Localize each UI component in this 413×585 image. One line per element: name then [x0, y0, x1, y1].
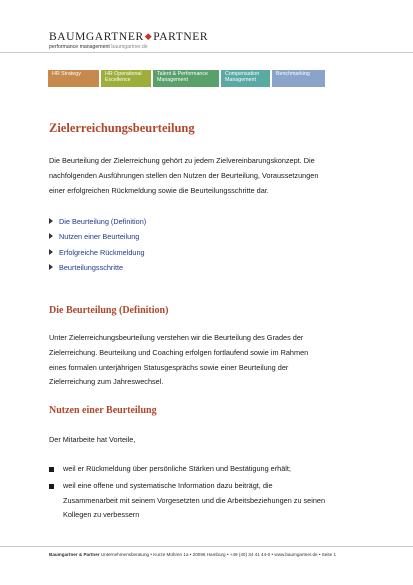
company-logo[interactable] — [49, 30, 208, 50]
logo-wordmark: BAUMGARTNER◆PARTNER — [49, 31, 209, 43]
footer-divider — [0, 546, 413, 547]
nav-tab-hr-operational-excellence[interactable]: HR Operational Excellence — [101, 70, 151, 87]
definition-paragraph: Unter Zielerreichungsbeurteilung verstehen wir die Beurteilung des Grades der Zielerreichung. Beurteilung und Coaching erfolgen fortlaufend sowie im Rahmen eines formalen unterjährigen Statusgesprächs sowie einer Beurteilung der Zielerreichung zum Jahreswechsel. — [49, 333, 309, 387]
section-heading-nutzen: Nutzen einer Beurteilung — [49, 405, 157, 416]
benefits-list — [49, 462, 325, 525]
nav-tab-benchmarking[interactable]: Benchmarking — [272, 70, 325, 87]
table-of-contents — [49, 214, 146, 275]
bullet-square-icon — [49, 484, 54, 489]
triangle-right-icon — [49, 233, 53, 239]
bullet-square-icon — [49, 467, 54, 472]
list-item: weil eine offene und systematische Information dazu beiträgt, die Zusammenarbeit mit seinem Vorgesetzten und die Arbeitsbeziehungen zu seinen Kollegen zu verbessern — [49, 479, 325, 523]
triangle-right-icon — [49, 218, 53, 224]
nav-tab-talent-performance[interactable]: Talent & Performance Management — [153, 70, 219, 87]
nav-tab-hr-strategy[interactable]: HR Strategy — [48, 70, 99, 87]
intro-paragraph: Die Beurteilung der Zielerreichung gehört zu jedem Zielvereinbarungskonzept. Die nachfolgenden Ausführungen stellen den Nutzen der Beurteilung, Voraussetzungen einer erfolgreichen Rückmeldung sowie die Beurteilungsschritte dar. — [49, 156, 319, 195]
toc-link-nutzen[interactable]: Nutzen einer Beurteilung — [49, 229, 146, 244]
page-footer: Baumgartner & Partner Unternehmensberatung • Kurze Mühren 1a • 20095 Hamburg • +49 (40) 34 41 44-0 • www.baumgartner.de • Seite 1 — [49, 552, 337, 557]
nav-tab-compensation[interactable]: Compensation Management — [221, 70, 270, 87]
page-title: Zielerreichungsbeurteilung — [49, 121, 195, 135]
nutzen-lead-text: Der Mitarbeite hat Vorteile, — [49, 435, 136, 444]
logo-diamond-icon: ◆ — [144, 31, 153, 41]
toc-link-rueckmeldung[interactable]: Erfolgreiche Rückmeldung — [49, 245, 146, 260]
main-navigation — [48, 70, 325, 87]
header-divider — [0, 52, 413, 53]
section-heading-definition: Die Beurteilung (Definition) — [49, 305, 169, 316]
toc-link-beurteilungsschritte[interactable]: Beurteilungsschritte — [49, 260, 146, 275]
list-item: weil er Rückmeldung über persönliche Stärken und Bestätigung erhält; — [49, 462, 325, 477]
logo-tagline: performance management baumgartner.de — [49, 44, 148, 50]
triangle-right-icon — [49, 249, 53, 255]
toc-link-definition[interactable]: Die Beurteilung (Definition) — [49, 214, 146, 229]
triangle-right-icon — [49, 264, 53, 270]
